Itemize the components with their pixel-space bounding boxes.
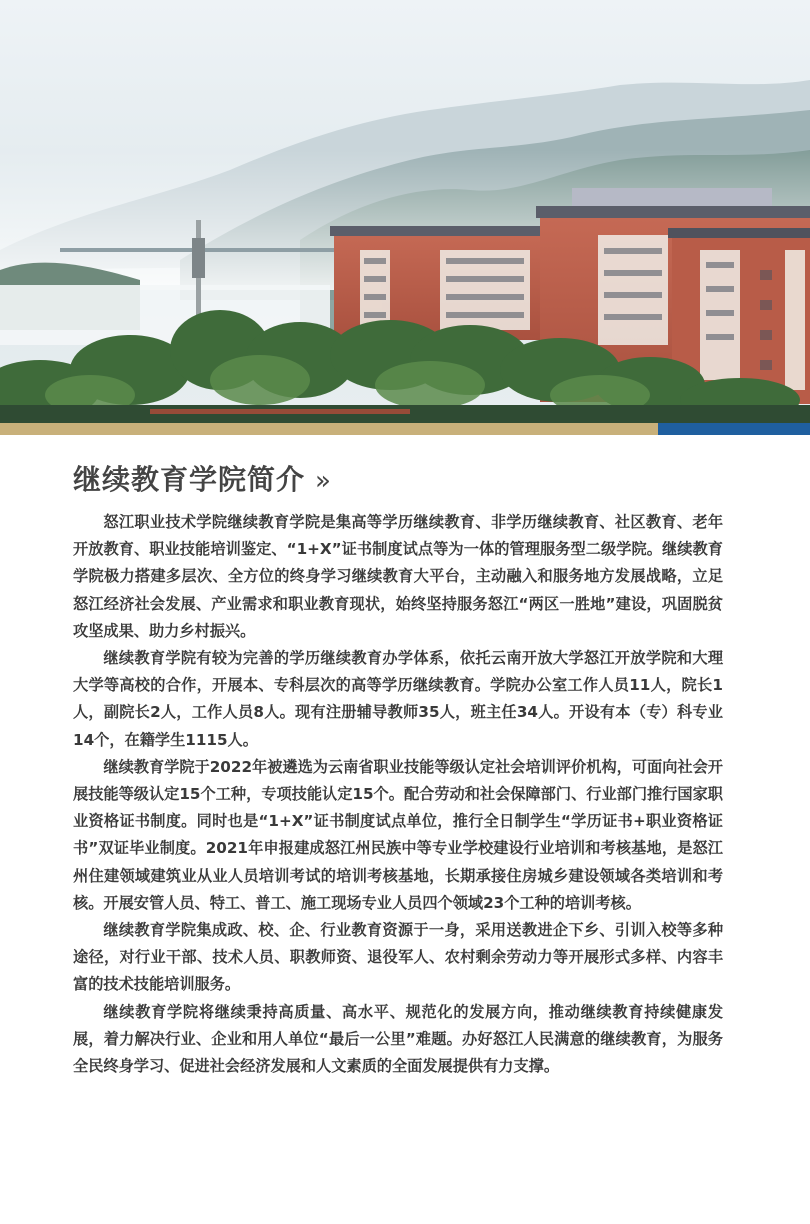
paragraph-5: 继续教育学院将继续秉持高质量、高水平、规范化的发展方向，推动继续教育持续健康发展，着力解决行业、企业和用人单位“最后一公里”难题。办好怒江人民满意的继续教育，为服务全民终身学习、促进社会经济发展和人文素质的全面发展提供有力支撑。: [73, 1002, 723, 1076]
double-chevron-right-icon: »: [315, 466, 332, 496]
paragraph-4: 继续教育学院集成政、校、企、行业教育资源于一身，采用送教进企下乡、引训入校等多种途径，对行业干部、技术人员、职教师资、退役军人、农村剩余劳动力等开展形式多样、内容丰富的技术技能培训服务。: [73, 921, 723, 994]
section-title: [73, 458, 723, 503]
paragraph-1: 怒江职业技术学院继续教育学院是集高等学历继续教育、非学历继续教育、社区教育、老年开放教育、职业技能培训鉴定、“1+X”证书制度试点等为一体的管理服务型二级学院。继续教育学院极力搭建多层次、全方位的终身学习继续教育大平台，主动融入和服务地方发展战略，立足怒江经济社会发展、产业需求和职业教育现状，始终坚持服务怒江“两区一胜地”建设，巩固脱贫攻坚成果、助力乡村振兴。: [73, 513, 723, 640]
header-band-blue: [658, 423, 810, 435]
paragraph-3: 继续教育学院于2022年被遴选为云南省职业技能等级认定社会培训评价机构，可面向社会开展技能等级认定15个工种，专项技能认定15个。配合劳动和社会保障部门、行业部门推行国家职业资格证书制度。同时也是“1+X”证书制度试点单位，推行全日制学生“学历证书+职业资格证书”双证毕业制度。2021年申报建成怒江州民族中等专业学校建设行业培训和考核基地，是怒江州住建领域建筑业从业人员培训考试的培训考核基地，长期承接住房城乡建设领域各类培训和考核。开展安管人员、特工、普工、施工现场专业人员四个领域23个工种的培训考核。: [73, 757, 723, 912]
campus-photo: [0, 0, 810, 423]
paragraph-2: 继续教育学院有较为完善的学历继续教育办学体系，依托云南开放大学怒江开放学院和大理大学等高校的合作，开展本、专科层次的高等学历继续教育。学院办公室工作人员11人，院长1人，副院长2人，工作人员8人。现有注册辅导教师35人，班主任34人。开设有本（专）科专业14个，在籍学生1115人。: [73, 649, 723, 749]
section-title-text: 继续教育学院简介: [73, 463, 306, 496]
intro-section: [73, 458, 723, 1080]
